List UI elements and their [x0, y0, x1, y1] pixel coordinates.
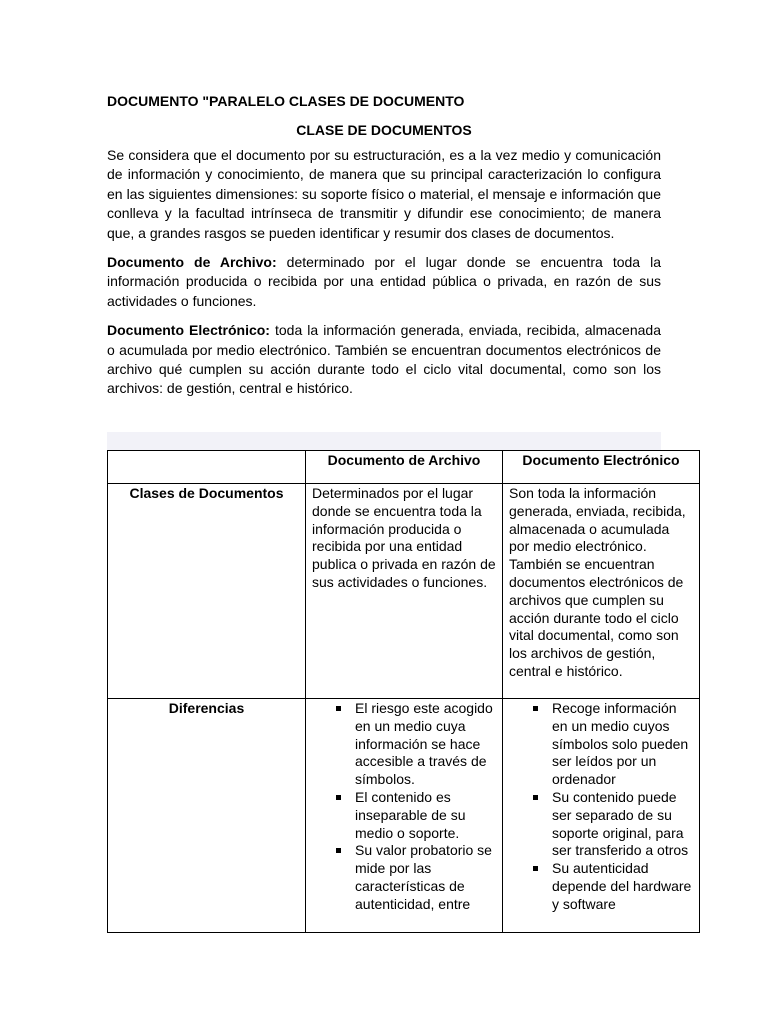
header-cell-empty — [108, 451, 306, 484]
intro-paragraph: Se considera que el documento por su estructuración, es a la vez medio y comunicación de información y conocimiento, de manera que su principal caracterización lo configura en las siguientes dimensiones: su soporte físico o material, el mensaje e información que conlleva y la facultad intrínseca de transmitir y difundir ese conocimiento; de manera que, a grandes rasgos se pueden identificar y resumir dos clases de documentos. — [107, 147, 661, 241]
document-body — [107, 92, 661, 409]
cell-archivo-diferencias — [306, 699, 503, 933]
definition-electronico — [107, 321, 661, 399]
section-title: CLASE DE DOCUMENTOS — [296, 122, 472, 138]
header-cell-archivo: Documento de Archivo — [306, 451, 503, 484]
list-item: El contenido es inseparable de su medio o soporte. — [312, 789, 496, 842]
list-item: Su contenido puede ser separado de su soporte original, para ser transferido a otros — [509, 789, 693, 860]
row-label-diferencias: Diferencias — [108, 699, 306, 933]
cell-archivo-clases: Determinados por el lugar donde se encuentra toda la información producida o recibida por una entidad publica o privada en razón de sus actividades o funciones. — [306, 484, 503, 699]
table-shading-bar — [107, 432, 661, 450]
definition-text: determinado por el lugar donde se encuentra toda la información producida o recibida por una entidad pública o privada, en razón de sus actividades o funciones. — [107, 254, 661, 309]
document-title: DOCUMENTO "PARALELO CLASES DE DOCUMENTO — [107, 93, 465, 109]
cell-electronico-clases: Son toda la información generada, enviada, recibida, almacenada o acumulada por medio electrónico. También se encuentran documentos electrónicos de archivos que cumplen su acción durante todo el ciclo vital documental, como son los archivos de gestión, central e histórico. — [503, 484, 700, 699]
archivo-differences-list — [312, 700, 496, 914]
row-label-clases: Clases de Documentos — [108, 484, 306, 699]
list-item: Recoge información en un medio cuyos símbolos solo pueden ser leídos por un ordenador — [509, 700, 693, 789]
electronico-differences-list — [509, 700, 693, 914]
definition-archivo — [107, 253, 661, 311]
definition-term: Documento de Archivo: — [107, 254, 277, 271]
list-item: El riesgo este acogido en un medio cuya información se hace accesible a través de símbolos. — [312, 700, 496, 789]
header-cell-electronico: Documento Electrónico — [503, 451, 700, 484]
comparison-table — [107, 450, 700, 933]
list-item: Su valor probatorio se mide por las características de autenticidad, entre — [312, 842, 496, 913]
definition-text: toda la información generada, enviada, recibida, almacenada o acumulada por medio electrónico. También se encuentran documentos electrónicos de archivo qué cumplen su acción durante todo el ciclo vital documental, como son los archivos: de gestión, central e histórico. — [107, 322, 661, 397]
table-row — [108, 484, 700, 699]
table-header-row — [108, 451, 700, 484]
list-item: Su autenticidad depende del hardware y software — [509, 860, 693, 913]
cell-electronico-diferencias — [503, 699, 700, 933]
definition-term: Documento Electrónico: — [107, 322, 270, 339]
table-row — [108, 699, 700, 933]
